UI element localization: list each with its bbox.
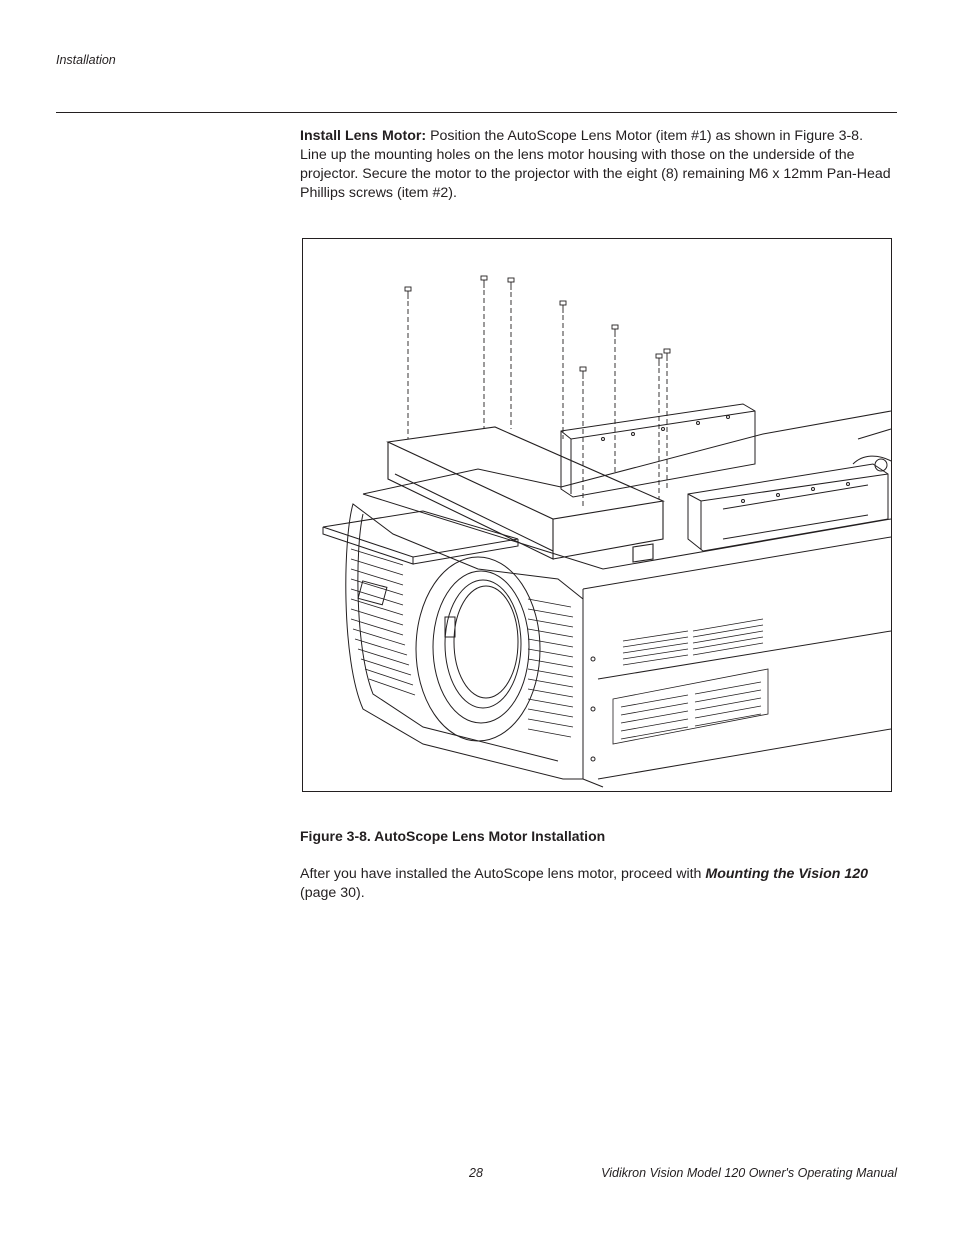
- lens-motor-drawing: [303, 239, 891, 791]
- install-lens-motor-paragraph: [300, 127, 892, 203]
- lens-assembly: [416, 557, 540, 741]
- side-vents-lower: [613, 669, 768, 744]
- followup-text-before: After you have installed the AutoScope lens motor, proceed with: [300, 866, 706, 882]
- rear-corner-detail: [853, 429, 891, 471]
- page-number: 28: [469, 1166, 483, 1180]
- step-text: Position the AutoScope Lens Motor (item #1) as shown in Figure 3-8. Line up the mounting holes on the lens motor housing with those on the underside of the projector. Secure the motor to the projector with the eight (8) remaining M6 x 12mm Pan-Head Phillips screws (item #2).: [300, 128, 891, 201]
- screw-icon: [560, 301, 566, 439]
- screw-icon: [508, 278, 514, 429]
- screw-icon: [612, 325, 618, 474]
- lens-motor-housing: [388, 427, 663, 562]
- screw-icon: [656, 354, 662, 499]
- front-bezel: [346, 504, 583, 779]
- step-lead: Install Lens Motor:: [300, 128, 427, 144]
- screw-icon: [481, 276, 487, 429]
- side-vents-upper: [623, 619, 763, 665]
- followup-text-after: (page 30).: [300, 885, 365, 901]
- mounting-bracket-rear: [561, 404, 755, 497]
- figure-caption: Figure 3-8. AutoScope Lens Motor Installation: [300, 828, 606, 844]
- cross-reference-link[interactable]: Mounting the Vision 120: [705, 866, 869, 882]
- header-divider: [56, 112, 897, 113]
- followup-paragraph: [300, 865, 892, 903]
- lens-motor-bracket-plate: [323, 511, 518, 564]
- screw-icon: [664, 349, 670, 489]
- screw-icon: [580, 367, 586, 509]
- running-header: Installation: [56, 53, 116, 67]
- figure-3-8-illustration: [302, 238, 892, 792]
- mounting-bracket-side: [688, 464, 888, 551]
- screw-icon: [405, 287, 411, 439]
- manual-title: Vidikron Vision Model 120 Owner's Operating Manual: [601, 1166, 897, 1180]
- screws-group: [405, 276, 670, 509]
